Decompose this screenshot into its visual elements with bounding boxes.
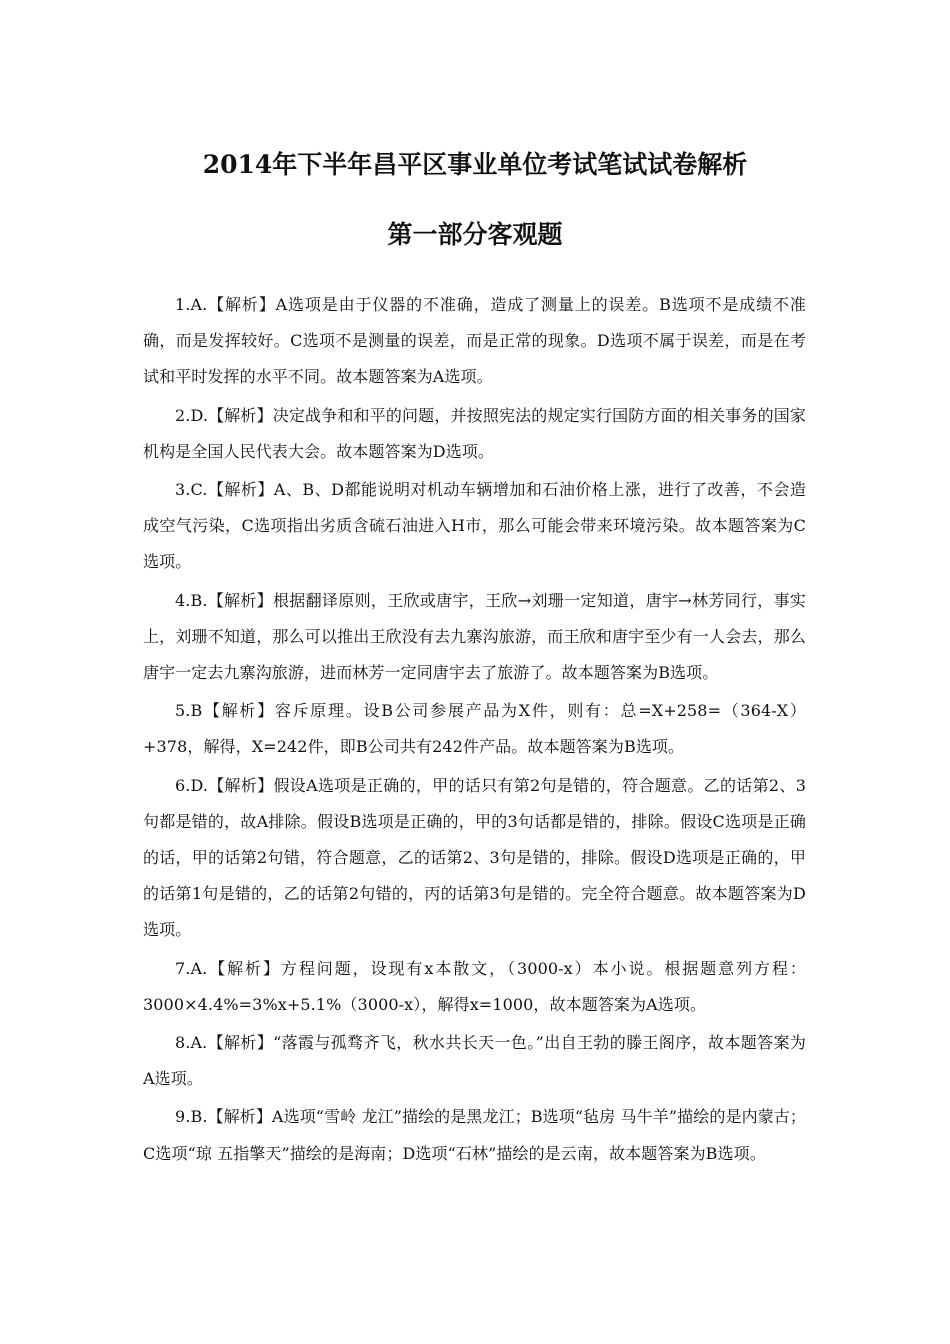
explanation-paragraph-8: 8.A.【解析】“落霞与孤骛齐飞，秋水共长天一色。”出自王勃的滕王阁序，故本题答案为A选项。 <box>143 1033 806 1089</box>
explanation-paragraph-4: 4.B.【解析】根据翻译原则，王欣或唐宇，王欣→刘珊一定知道，唐宇→林芳同行，事实上，刘珊不知道，那么可以推出王欣没有去九寨沟旅游，而王欣和唐宇至少有一人会去，那么唐宇一定去九寨沟旅游，进而林芳一定同唐宇去了旅游了。故本题答案为B选项。 <box>143 590 806 683</box>
section-title: 第一部分客观题 <box>387 220 563 249</box>
explanation-paragraph-9: 9.B.【解析】A选项“雪岭 龙江”描绘的是黑龙江；B选项“毡房 马牛羊”描绘的是内蒙古；C选项“琼 五指擎天”描绘的是海南；D选项“石林”描绘的是云南，故本题答案为B选项。 <box>143 1107 806 1163</box>
document-title: 2014年下半年昌平区事业单位考试笔试试卷解析 <box>202 150 748 179</box>
answer-explanations <box>143 287 806 1174</box>
explanation-paragraph-6: 6.D.【解析】假设A选项是正确的，甲的话只有第2句是错的，符合题意。乙的话第2、3句都是错的，故A排除。假设B选项是正确的，甲的3句话都是错的，排除。假设C选项是正确的话，甲的话第2句错，符合题意，乙的话第2、3句是错的，排除。假设D选项是正确的，甲的话第1句是错的，乙的话第2句错的，丙的话第3句是错的。完全符合题意。故本题答案为D选项。 <box>143 775 806 940</box>
explanation-paragraph-5: 5.B【解析】容斥原理。设B公司参展产品为X件，则有：总=X+258=（364-X）+378，解得，X=242件，即B公司共有242件产品。故本题答案为B选项。 <box>143 701 806 757</box>
explanation-paragraph-2: 2.D.【解析】决定战争和和平的问题，并按照宪法的规定实行国防方面的相关事务的国家机构是全国人民代表大会。故本题答案为D选项。 <box>143 405 806 461</box>
explanation-paragraph-3: 3.C.【解析】A、B、D都能说明对机动车辆增加和石油价格上涨，进行了改善，不会造成空气污染，C选项指出劣质含硫石油进入H市，那么可能会带来环境污染。故本题答案为C选项。 <box>143 480 806 572</box>
explanation-paragraph-7: 7.A.【解析】方程问题，设现有x本散文，（3000-x）本小说。根据题意列方程：3000×4.4%=3%x+5.1%（3000-x），解得x=1000，故本题答案为A选项。 <box>143 958 806 1014</box>
explanation-paragraph-1: 1.A.【解析】A选项是由于仪器的不准确，造成了测量上的误差。B选项不是成绩不准确，而是发挥较好。C选项不是测量的误差，而是正常的现象。D选项不属于误差，而是在考试和平时发挥的水平不同。故本题答案为A选项。 <box>143 295 806 387</box>
